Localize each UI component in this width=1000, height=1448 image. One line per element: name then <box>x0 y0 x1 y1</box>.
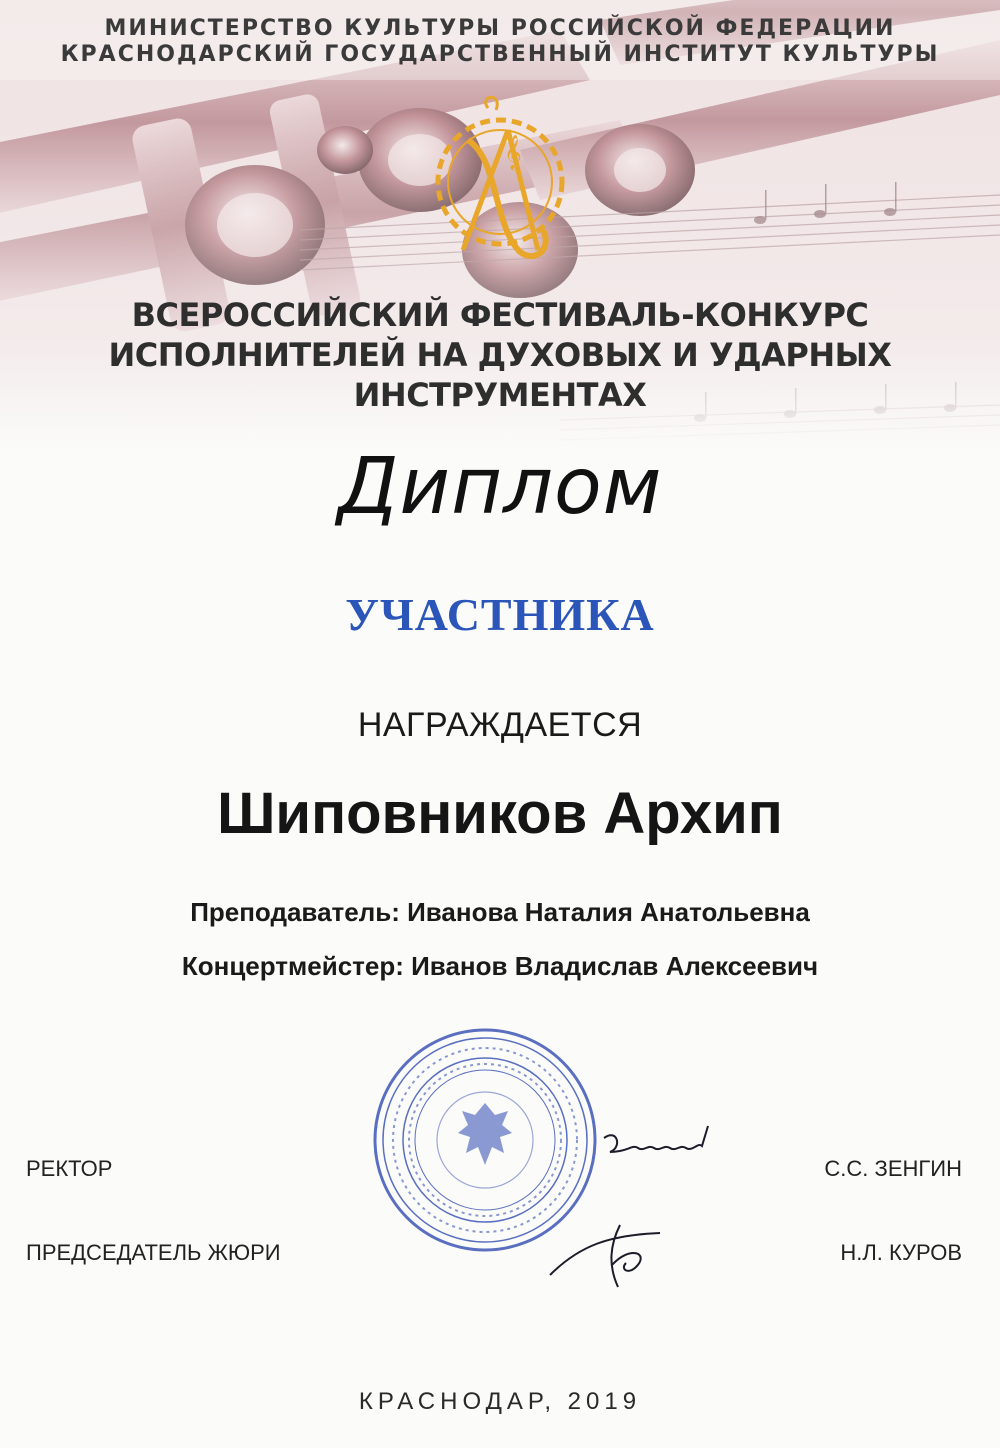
jury-chair-name: Н.Л. КУРОВ <box>840 1240 962 1265</box>
svg-text:𝄞: 𝄞 <box>504 135 522 170</box>
festival-title-line1: ВСЕРОССИЙСКИЙ ФЕСТИВАЛЬ-КОНКУРС <box>131 296 869 334</box>
city-year: КРАСНОДАР, 2019 <box>358 1388 642 1415</box>
teacher-line: Преподаватель: Иванова Наталия Анатольевна <box>190 897 810 927</box>
festival-title-line3: ИНСТРУМЕНТАХ <box>353 376 647 414</box>
jury-chair-label: ПРЕДСЕДАТЕЛЬ ЖЮРИ <box>26 1240 281 1265</box>
accompanist-line: Концертмейстер: Иванов Владислав Алексеевич <box>181 951 819 981</box>
institute-title: КРАСНОДАРСКИЙ ГОСУДАРСТВЕННЫЙ ИНСТИТУТ КУЛЬТУРЫ <box>60 42 940 67</box>
recipient-name: Шиповников Архип <box>217 781 783 846</box>
diploma-type: УЧАСТНИКА <box>345 589 655 640</box>
diploma-title: Диплом <box>337 442 663 532</box>
ministry-title: МИНИСТЕРСТВО КУЛЬТУРЫ РОССИЙСКОЙ ФЕДЕРАЦИИ <box>104 16 896 41</box>
rector-label: РЕКТОР <box>26 1156 113 1181</box>
awarded-label: НАГРАЖДАЕТСЯ <box>357 706 643 744</box>
jury-signature <box>540 1205 680 1300</box>
festival-title-line2: ИСПОЛНИТЕЛЕЙ НА ДУХОВЫХ И УДАРНЫХ <box>108 336 892 374</box>
rector-name: С.С. ЗЕНГИН <box>824 1156 962 1181</box>
coat-of-arms-icon <box>458 1103 512 1165</box>
rector-signature <box>598 1118 728 1173</box>
